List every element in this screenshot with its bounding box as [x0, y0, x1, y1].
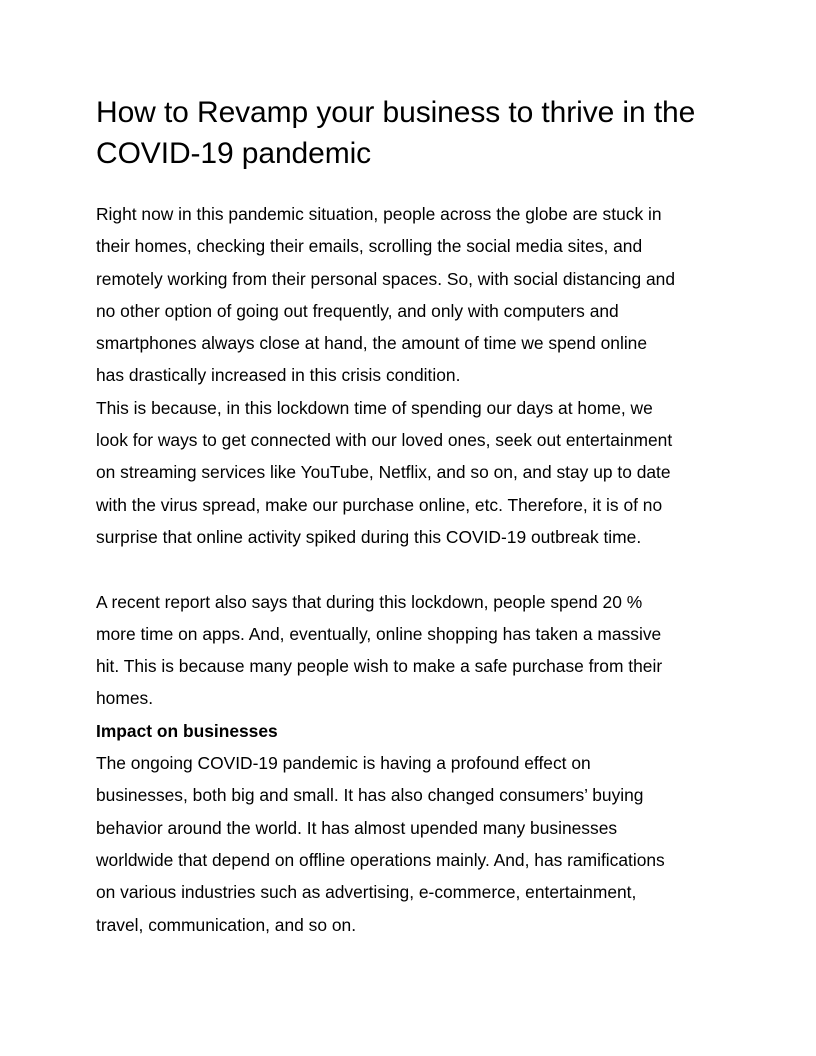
- paragraph-impact: [96, 747, 726, 941]
- text-line: with the virus spread, make our purchase online, etc. Therefore, it is of no: [96, 494, 663, 515]
- text-line: Right now in this pandemic situation, people across the globe are stuck in: [96, 204, 662, 224]
- document-title: [96, 92, 726, 174]
- blank-line: [96, 553, 726, 585]
- title-line: How to Revamp your business to thrive in the: [96, 96, 696, 129]
- paragraph-report: [96, 586, 726, 715]
- section-heading: Impact on businesses: [96, 720, 278, 741]
- text-line: on streaming services like YouTube, Netflix, and so on, and stay up to date: [96, 462, 671, 483]
- text-line: look for ways to get connected with our loved ones, seek out entertainment: [96, 430, 673, 451]
- text-line: travel, communication, and so on.: [96, 914, 357, 935]
- spacer: [96, 174, 726, 198]
- text-line: their homes, checking their emails, scrolling the social media sites, and: [96, 236, 643, 257]
- text-line: A recent report also says that during this lockdown, people spend 20 %: [96, 591, 643, 612]
- text-line: businesses, both big and small. It has also changed consumers’ buying: [96, 785, 644, 806]
- text-line: behavior around the world. It has almost upended many businesses: [96, 817, 618, 838]
- text-line: more time on apps. And, eventually, online shopping has taken a massive: [96, 623, 662, 644]
- text-line: on various industries such as advertising, e-commerce, entertainment,: [96, 882, 637, 903]
- text-line: has drastically increased in this crisis condition.: [96, 365, 461, 386]
- text-line: smartphones always close at hand, the amount of time we spend online: [96, 333, 648, 354]
- text-line: This is because, in this lockdown time of spending our days at home, we: [96, 397, 653, 418]
- text-line: surprise that online activity spiked during this COVID-19 outbreak time.: [96, 526, 642, 547]
- text-line: hit. This is because many people wish to make a safe purchase from their: [96, 656, 663, 677]
- paragraph-intro: [96, 198, 726, 392]
- text-line: no other option of going out frequently, and only with computers and: [96, 300, 619, 321]
- title-line: COVID-19 pandemic: [96, 137, 372, 170]
- text-line: homes.: [96, 688, 154, 709]
- text-line: worldwide that depend on offline operations mainly. And, has ramifications: [96, 849, 665, 870]
- paragraph-lockdown: [96, 392, 726, 553]
- text-line: The ongoing COVID-19 pandemic is having a profound effect on: [96, 753, 591, 774]
- text-line: remotely working from their personal spaces. So, with social distancing and: [96, 268, 675, 289]
- document-page: [96, 92, 726, 941]
